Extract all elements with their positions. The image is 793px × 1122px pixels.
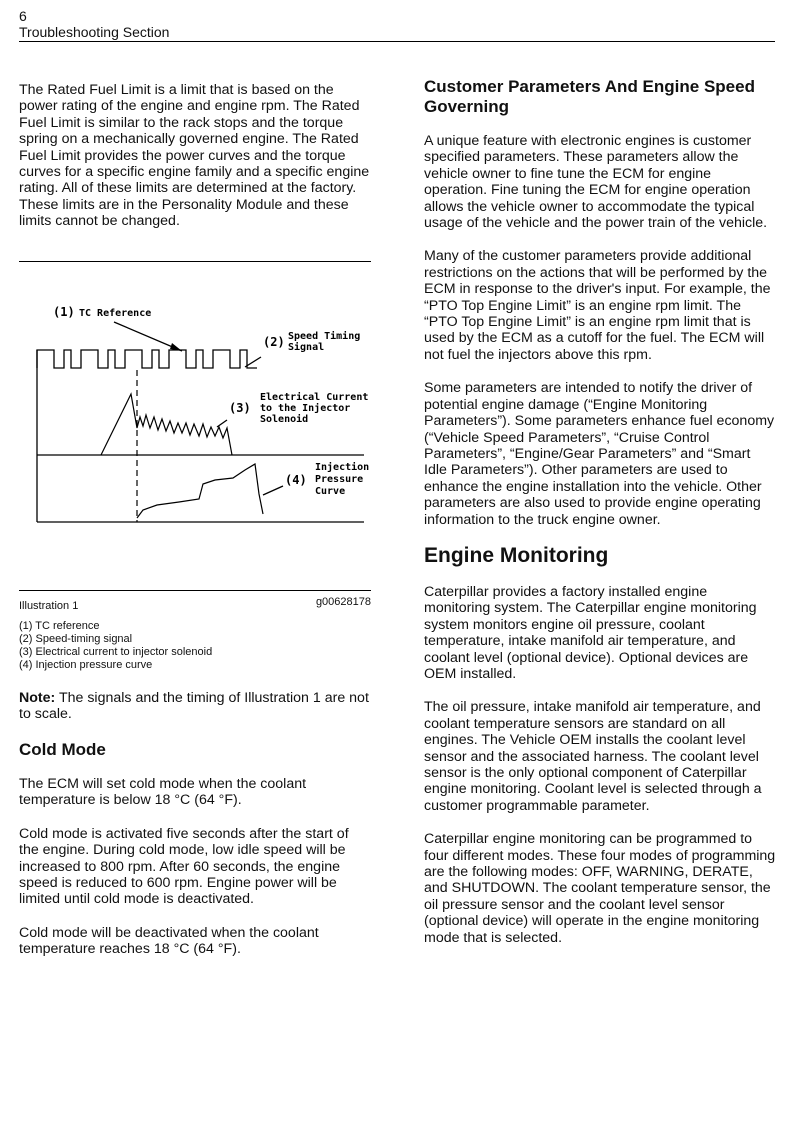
customer-parameters-paragraph: Many of the customer parameters provide additional restrictions on the actions that will be performed by the ECM in response to the driver's input. For example, the “PTO Top Engine Limit” is an engine rpm limit. The “PTO Top Engine Limit” is an engine rpm limit that is used by the ECM as a cutoff for the fuel. The ECM will not fuel the injectors above this rpm.	[424, 248, 771, 363]
engine-monitoring-heading: Engine Monitoring	[424, 543, 609, 567]
cold-mode-heading: Cold Mode	[19, 740, 106, 759]
right-column	[424, 77, 776, 946]
cold-mode-body	[19, 776, 371, 958]
legend-item: (2) Speed-timing signal	[19, 633, 133, 645]
timing-diagram	[19, 290, 379, 530]
injector-current-waveform	[101, 394, 232, 455]
speed-timing-waveform	[37, 350, 257, 368]
header-rule	[19, 41, 775, 42]
customer-parameters-paragraph: A unique feature with electronic engines is customer specified parameters. These parameters allow the vehicle owner to fine tune the ECM for engine operation. Fine tuning the ECM for engine operation allows the vehicle owner to accommodate the typical usage of the vehicle and the power train of the vehicle.	[424, 133, 768, 232]
injection-pressure-leader	[263, 486, 283, 495]
injection-pressure-label-1: Injection	[315, 462, 370, 473]
injection-pressure-label-2: Pressure	[315, 474, 364, 485]
tc-reference-number: (1)	[53, 305, 75, 319]
injector-current-number: (3)	[229, 401, 251, 415]
customer-parameters-heading: Customer Parameters And Engine Speed Governing	[424, 77, 755, 116]
injector-current-leader	[217, 420, 227, 427]
cold-mode-paragraph: Cold mode is activated five seconds after the start of the engine. During cold mode, low idle speed will be increased to 800 rpm. After 60 seconds, the engine speed is reduced to 600 rpm. Engine power will be limited until cold mode is deactivated.	[19, 825, 349, 908]
rated-fuel-limit-paragraph: The Rated Fuel Limit is a limit that is based on the power rating of the engine and engine rpm. The Rated Fuel Limit is similar to the rack stops and the torque spring on a mechanically governed engine. The Rated Fuel Limit provides the power curves and the torque curves for a specific engine family and a specific engine rating. All of these limits are determined at the factory. These limits are in the Personality Module and these limits cannot be changed.	[19, 82, 370, 230]
note-paragraph	[19, 690, 371, 723]
injector-current-label-3: Solenoid	[260, 414, 309, 425]
engine-monitoring-paragraph: The oil pressure, intake manifold air temperature, and coolant temperature sensors are standard on all engines. The Vehicle OEM installs the coolant level sensor and the associated harness. The coolant level sensor is the only optional component of Caterpillar engine monitoring. Coolant level is selected through a customer programmable parameter.	[424, 699, 762, 814]
legend-item: (1) TC reference	[19, 620, 100, 632]
injection-pressure-curve	[137, 464, 263, 518]
illustration-legend	[19, 620, 371, 672]
legend-item: (4) Injection pressure curve	[19, 659, 153, 671]
engine-monitoring-paragraph: Caterpillar engine monitoring can be programmed to four different modes. These four modes of programming are the following modes: OFF, WARNING, DERATE, and SHUTDOWN. The coolant temperature sensor, the oil pressure sensor and the coolant level sensor (optional device) will operate in the engine monitoring mode that is selected.	[424, 831, 776, 946]
injector-current-label-2: to the Injector	[260, 403, 351, 414]
illustration-bottom-rule	[19, 590, 371, 591]
page-number: 6	[19, 8, 27, 24]
page-header	[19, 8, 775, 40]
note-text: The signals and the timing of Illustration 1 are not to scale.	[19, 690, 369, 723]
customer-parameters-paragraph: Some parameters are intended to notify the driver of potential engine damage (“Engine Monitoring Parameters”). Some parameters enhance fuel economy (“Vehicle Speed Parameters”, “Cruise Control Parameters”, “Engine/Gear Parameters” and “Smart Idle Parameters”). Other parameters are used to enhance the engine installation into the vehicle. Other parameters are also used to provide engine operating information to the truck engine owner.	[424, 380, 775, 528]
injection-pressure-label-3: Curve	[315, 486, 346, 497]
note-label: Note:	[19, 690, 56, 706]
speed-timing-label-2: Signal	[288, 342, 325, 353]
cold-mode-paragraph: Cold mode will be deactivated when the coolant temperature reaches 18 °C (64 °F).	[19, 924, 319, 958]
cold-mode-paragraph: The ECM will set cold mode when the coolant temperature is below 18 °C (64 °F).	[19, 776, 307, 809]
engine-monitoring-paragraph: Caterpillar provides a factory installed engine monitoring system. The Caterpillar engine monitoring system monitors engine oil pressure, coolant temperature, intake manifold air temperature, and coolant level (optional device). Optional devices are OEM installed.	[424, 583, 757, 682]
illustration-top-rule	[19, 261, 371, 262]
left-column	[19, 82, 371, 230]
speed-timing-label-1: Speed Timing	[288, 331, 361, 342]
speed-timing-number: (2)	[263, 335, 285, 349]
illustration-caption-id: g00628178	[315, 596, 371, 608]
section-title: Troubleshooting Section	[19, 24, 170, 40]
legend-item: (3) Electrical current to injector solenoid	[19, 646, 213, 658]
injection-pressure-number: (4)	[285, 473, 307, 487]
illustration-caption-title: Illustration 1	[19, 600, 79, 612]
tc-reference-label: TC Reference	[79, 308, 152, 319]
injector-current-label-1: Electrical Current	[260, 392, 369, 403]
